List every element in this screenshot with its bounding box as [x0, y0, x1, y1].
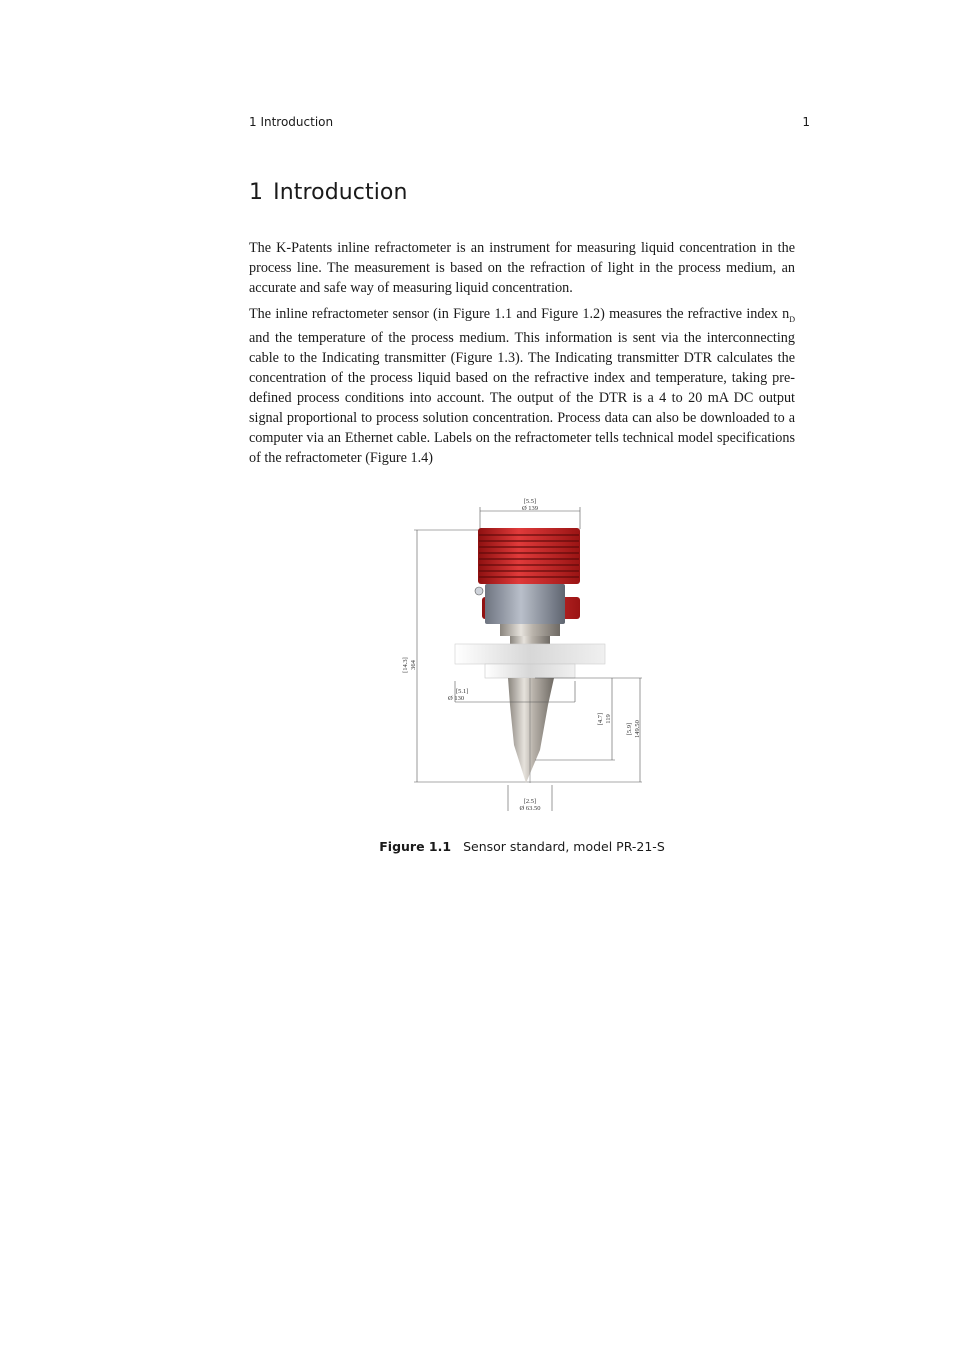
- body-text: [249, 239, 795, 475]
- figure-label: Figure 1.1: [379, 839, 452, 854]
- page-number: 1: [802, 115, 810, 129]
- paragraph-2-rest: and the temperature of the process medium. This information is sent via the interconnecting cable to the Indicating transmitter (Figure 1.3). The Indicating transmitter DTR calculates the concentration of the process liquid based on the refractive index and temperature, taking pre-defined process conditions into account. The output of the DTR is a 4 to 20 mA DC output signal proportional to process solution concentration. Process data can also be downloaded to a computer via an Ethernet cable. Labels on the refractometer tells technical model specifications of the refractometer (Figure 1.4): [249, 330, 795, 466]
- probe: [508, 678, 554, 783]
- top-dim-mm: Ø 139: [521, 505, 539, 512]
- flange: [455, 644, 605, 678]
- figure-caption-text: Sensor standard, model PR-21-S: [463, 839, 665, 854]
- paragraph-1: The K-Patents inline refractometer is an instrument for measuring liquid concentration in the process line. The measurement is based on the refraction of light in the process medium, an accurate and safe way of measuring liquid concentration.: [249, 240, 795, 296]
- paragraph-2-start: The inline refractometer sensor (in Figure 1.1 and Figure 1.2) measures the refractive index n: [249, 305, 790, 322]
- paragraph-2: [249, 305, 795, 469]
- chapter-title: Introduction: [273, 180, 408, 205]
- height-dim-inch: [14.3]: [402, 657, 409, 673]
- figure-caption: [249, 839, 795, 854]
- red-cooling-head: [478, 528, 580, 584]
- sensor-drawing-svg: [390, 495, 650, 815]
- subscript-d: D: [789, 314, 795, 324]
- tip-dim-mm: Ø 63.50: [519, 805, 541, 812]
- flange-dim-mm: Ø 130: [448, 695, 465, 702]
- insert-dim-mm: 149.50: [634, 720, 641, 738]
- running-header: [249, 115, 810, 129]
- sensor-drawing: [390, 495, 650, 815]
- chapter-number: 1: [249, 180, 264, 205]
- insert-dim-inch: [5.9]: [626, 722, 633, 736]
- grey-housing: [475, 584, 580, 644]
- probe-dim-mm: 119: [605, 714, 612, 724]
- top-dim-inch: [5.5]: [523, 498, 537, 505]
- height-dim-mm: 364: [410, 660, 417, 670]
- chapter-heading: [249, 180, 408, 205]
- flange-dim-inch: [5.1]: [456, 688, 469, 695]
- running-header-section: 1 Introduction: [249, 115, 334, 129]
- probe-dim-inch: [4.7]: [597, 712, 604, 726]
- tip-dim-inch: [2.5]: [523, 798, 537, 805]
